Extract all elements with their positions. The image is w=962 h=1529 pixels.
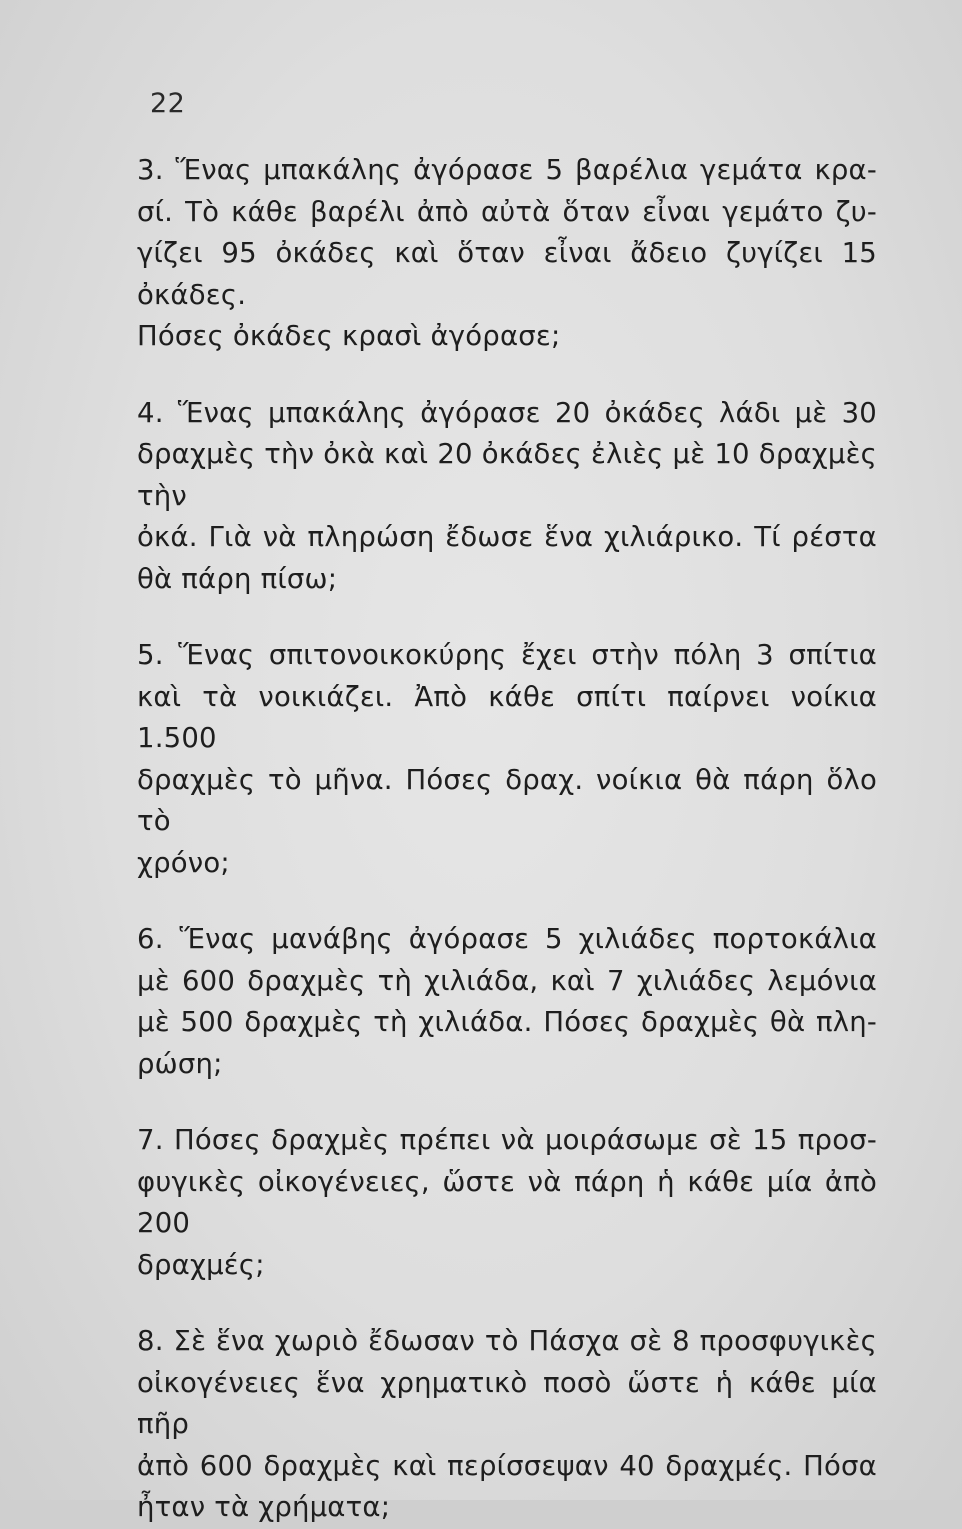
problem-line: δραχμὲς τὴν ὀκὰ καὶ 20 ὀκάδες ἐλιὲς μὲ 10 δραχμὲς τὴν bbox=[137, 438, 877, 512]
problem-line: ἀπὸ 600 δραχμὲς καὶ περίσσεψαν 40 δραχμές. Πόσα bbox=[137, 1449, 877, 1482]
problem-line: ρώση; bbox=[137, 1047, 223, 1080]
problem-line: φυγικὲς οἰκογένειες, ὥστε νὰ πάρη ἡ κάθε μία ἀπὸ 200 bbox=[137, 1165, 877, 1239]
problem-line: μὲ 500 δραχμὲς τὴ χιλιάδα. Πόσες δραχμὲς θὰ πλη- bbox=[137, 1006, 877, 1038]
problem-line: ὀκά. Γιὰ νὰ πληρώση ἔδωσε ἕνα χιλιάρικο. Τί ρέστα bbox=[137, 521, 877, 553]
problem-line: 6. Ἕνας μανάβης ἀγόρασε 5 χιλιάδες πορτοκάλια bbox=[137, 923, 877, 955]
problem-line: 7. Πόσες δραχμὲς πρέπει νὰ μοιράσωμε σὲ 15 προσ- bbox=[137, 1124, 877, 1156]
problem-line: 4. Ἕνας μπακάλης ἀγόρασε 20 ὀκάδες λάδι μὲ 30 bbox=[137, 396, 877, 429]
problem-line: δραχμές; bbox=[137, 1248, 265, 1281]
problem-8 bbox=[137, 1321, 877, 1529]
problem-line: καὶ τὰ νοικιάζει. Ἀπὸ κάθε σπίτι παίρνει νοίκια 1.500 bbox=[137, 680, 877, 754]
problem-3 bbox=[137, 150, 877, 358]
problem-7 bbox=[137, 1120, 877, 1286]
problem-line: 8. Σὲ ἕνα χωριὸ ἔδωσαν τὸ Πάσχα σὲ 8 προσφυγικὲς bbox=[137, 1325, 877, 1357]
problem-line: 5. Ἕνας σπιτονοικοκύρης ἔχει στὴν πόλη 3 σπίτια bbox=[137, 639, 877, 671]
problem-line: θὰ πάρη πίσω; bbox=[137, 562, 338, 595]
problem-line: ἦταν τὰ χρήματα; bbox=[137, 1491, 391, 1523]
problem-list bbox=[137, 150, 877, 1529]
problem-line: 3. Ἕνας μπακάλης ἀγόρασε 5 βαρέλια γεμάτα κρα- bbox=[137, 154, 877, 186]
problem-line: σί. Τὸ κάθε βαρέλι ἀπὸ αὐτὰ ὅταν εἶναι γεμάτο ζυ- bbox=[137, 195, 877, 228]
problem-line: χρόνο; bbox=[137, 846, 230, 879]
problem-line: γίζει 95 ὀκάδες καὶ ὅταν εἶναι ἄδειο ζυγίζει 15 ὀκάδες. bbox=[137, 237, 877, 311]
problem-6 bbox=[137, 919, 877, 1085]
problem-line: οἰκογένειες ἕνα χρηματικὸ ποσὸ ὥστε ἡ κάθε μία πῆρ bbox=[137, 1366, 877, 1440]
problem-line: δραχμὲς τὸ μῆνα. Πόσες δραχ. νοίκια θὰ πάρη ὅλο τὸ bbox=[137, 763, 877, 837]
problem-4 bbox=[137, 393, 877, 601]
problem-line: Πόσες ὀκάδες κρασὶ ἀγόρασε; bbox=[137, 320, 561, 352]
problem-5 bbox=[137, 635, 877, 884]
problem-line: μὲ 600 δραχμὲς τὴ χιλιάδα, καὶ 7 χιλιάδες λεμόνια bbox=[137, 964, 877, 997]
page-number: 22 bbox=[150, 88, 186, 119]
